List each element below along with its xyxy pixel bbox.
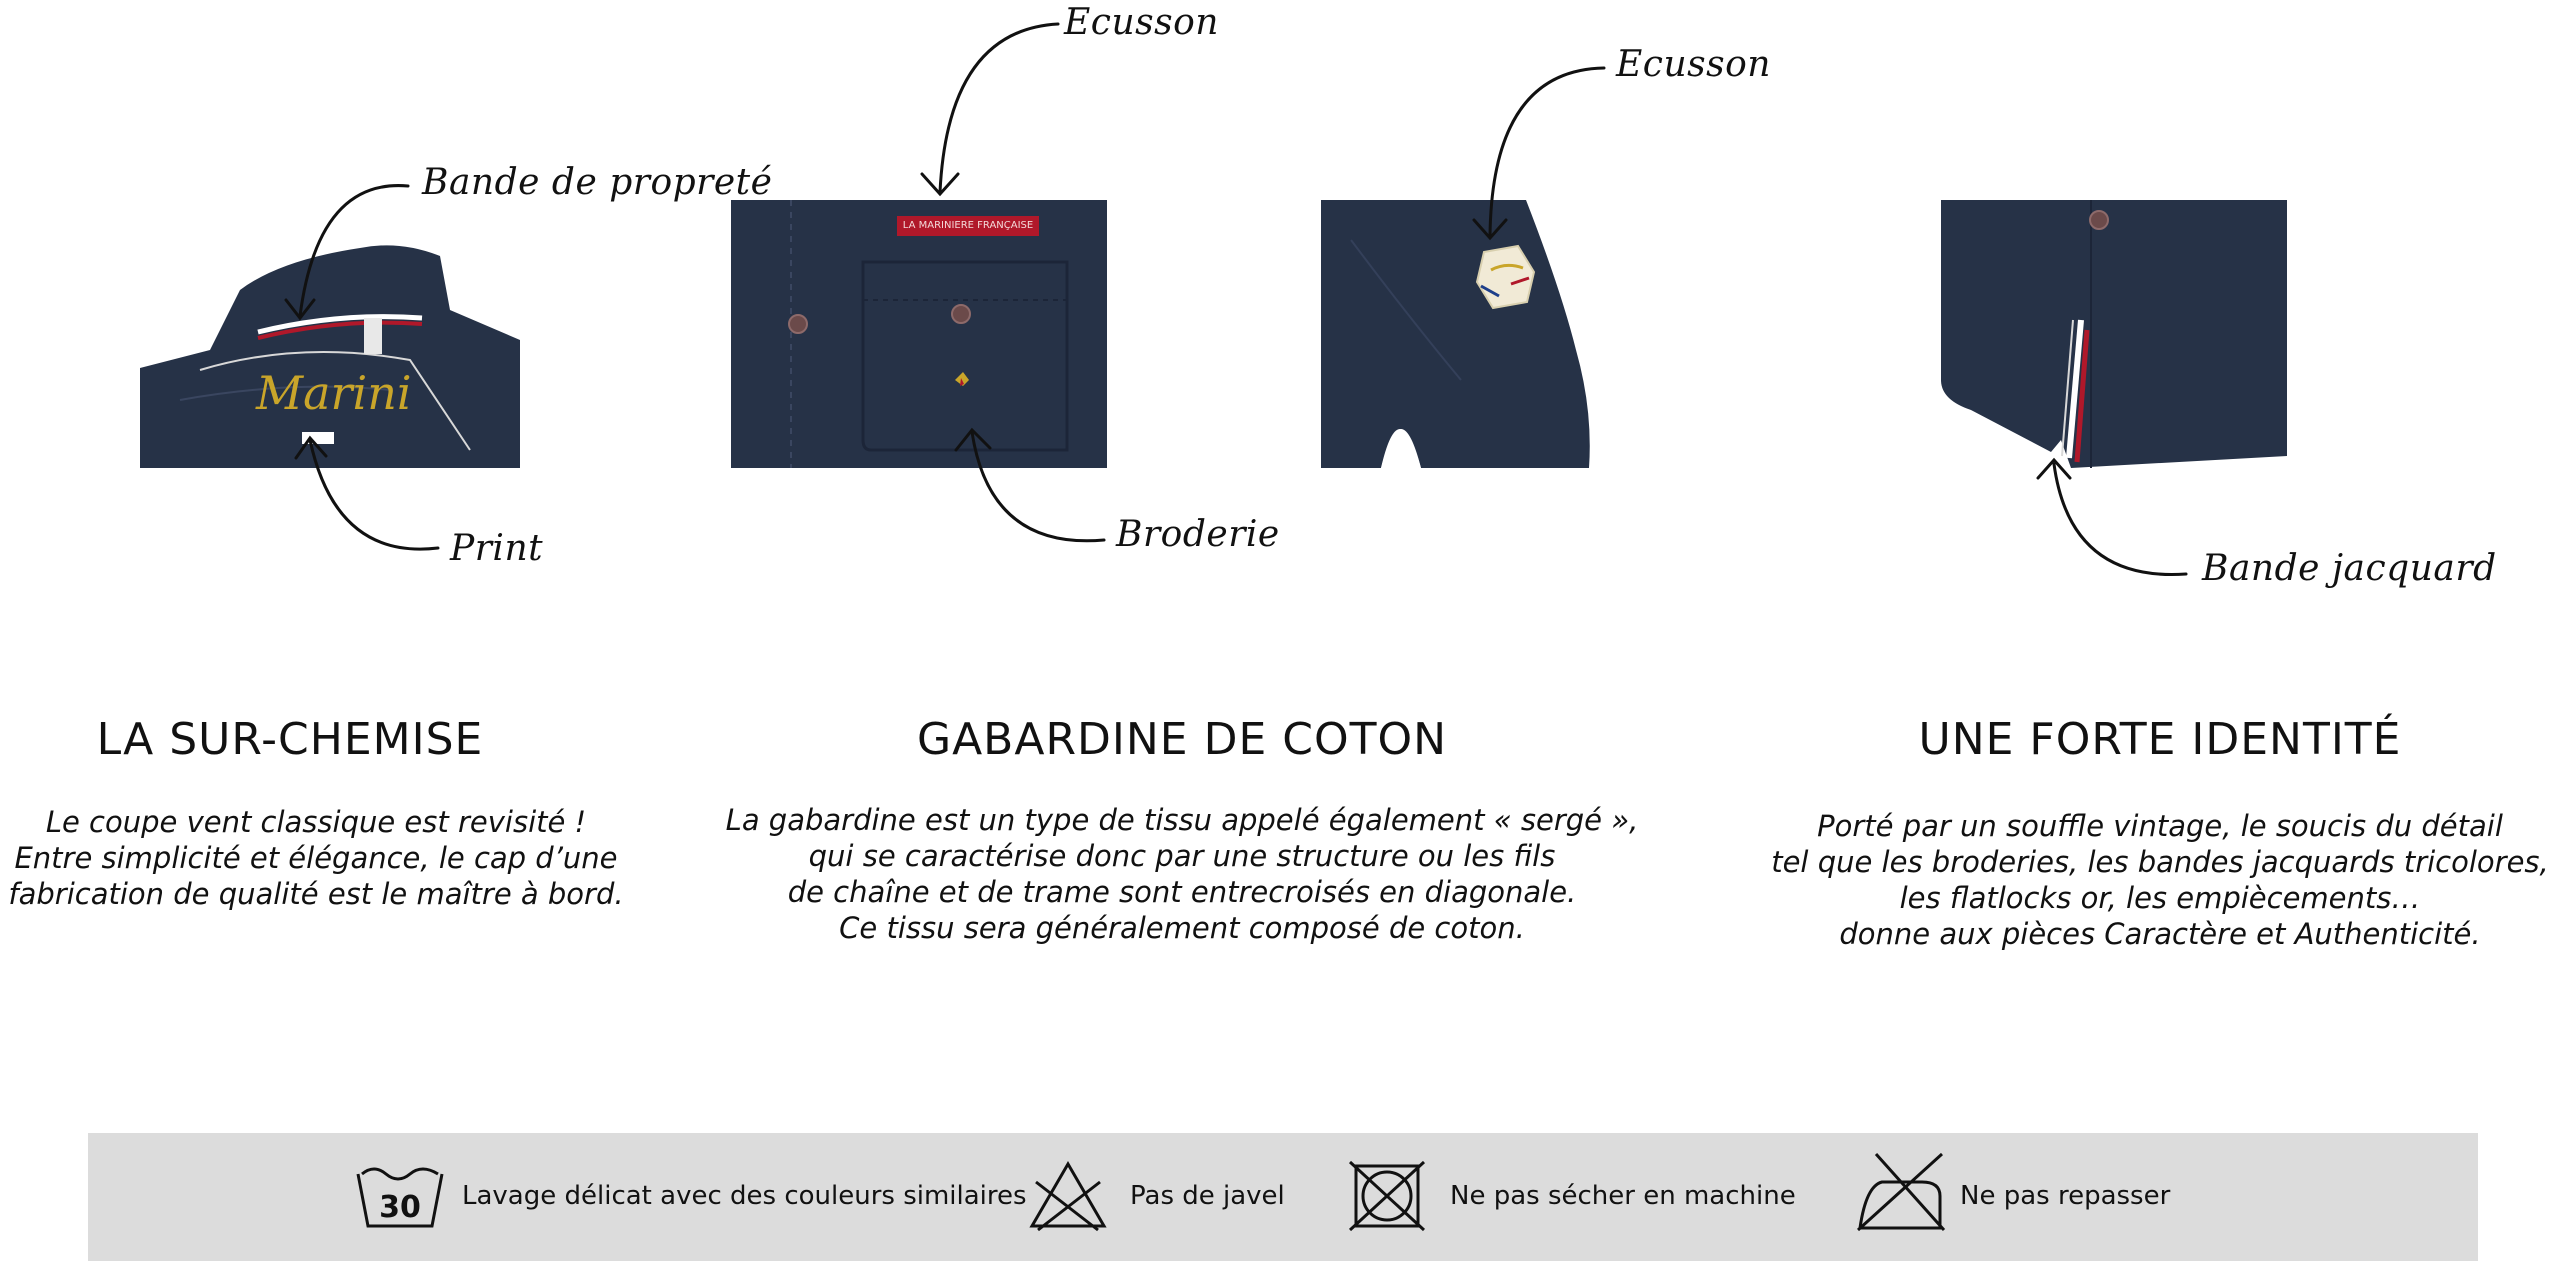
callout-ecusson-2: Ecusson: [1616, 44, 1771, 85]
body-line: qui se caractérise donc par une structure ou les fils: [808, 839, 1556, 873]
arrow-ecusson-2: [1490, 68, 1604, 236]
collar-script-logo: Marini: [256, 366, 412, 420]
arrow-broderie: [972, 432, 1104, 541]
body-line: La gabardine est un type de tissu appelé également « sergé »,: [725, 803, 1639, 837]
callout-bande-proprete: Bande de propreté: [422, 162, 773, 203]
arrow-bande-proprete: [300, 186, 408, 316]
body-line: Entre simplicité et élégance, le cap d’une: [14, 841, 618, 875]
body-line: donne aux pièces Caractère et Authenticité.: [1839, 917, 2481, 951]
body-line: tel que les broderies, les bandes jacquards tricolores,: [1771, 845, 2549, 879]
callout-broderie: Broderie: [1116, 514, 1280, 555]
arrow-ecusson-1: [940, 24, 1058, 192]
patch-label: LA MARINIERE FRANÇAISE: [897, 216, 1039, 236]
body-line: les flatlocks or, les empiècements…: [1899, 881, 2421, 915]
body-line: Porté par un souffle vintage, le soucis du détail: [1817, 809, 2503, 843]
care-bleach-label: Pas de javel: [1130, 1181, 1285, 1211]
section-title: LA SUR-CHEMISE: [96, 714, 484, 765]
section-body: [1770, 808, 2550, 952]
no-tumble-dry-icon: [1348, 1160, 1426, 1232]
callout-print: Print: [450, 528, 544, 569]
wash-temperature: 30: [379, 1190, 421, 1225]
body-line: Le coupe vent classique est revisité !: [45, 805, 587, 839]
arrow-print: [310, 440, 438, 549]
wash-30-icon: [354, 1160, 446, 1232]
arrow-bande-jacquard: [2054, 464, 2186, 575]
section-title: UNE FORTE IDENTITÉ: [1918, 714, 2402, 765]
section-title: GABARDINE DE COTON: [916, 714, 1448, 765]
no-iron-icon: [1856, 1152, 1946, 1232]
care-wash-label: Lavage délicat avec des couleurs similaires: [462, 1181, 1027, 1211]
care-iron-label: Ne pas repasser: [1960, 1181, 2171, 1211]
care-dryer-label: Ne pas sécher en machine: [1450, 1181, 1796, 1211]
callout-ecusson-1: Ecusson: [1064, 2, 1219, 43]
body-line: fabrication de qualité est le maître à bord.: [8, 877, 624, 911]
callout-bande-jacquard: Bande jacquard: [2202, 548, 2497, 589]
section-body: [0, 804, 632, 912]
body-line: de chaîne et de trame sont entrecroisés en diagonale.: [787, 875, 1577, 909]
body-line: Ce tissu sera généralement composé de coton.: [839, 911, 1525, 945]
section-body: [712, 802, 1652, 946]
no-bleach-icon: [1028, 1160, 1108, 1232]
